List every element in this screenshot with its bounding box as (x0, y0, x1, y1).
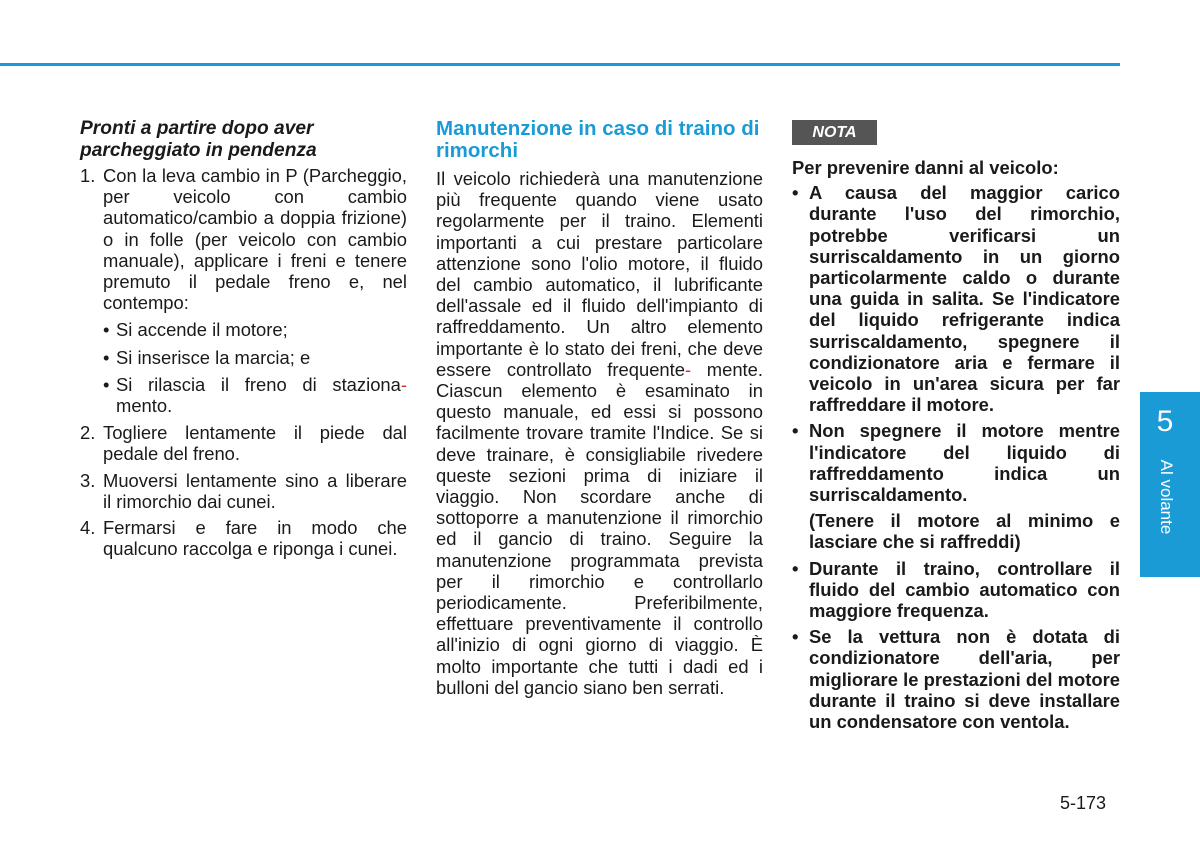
bullet-icon: • (103, 373, 110, 395)
column-right (792, 118, 1120, 737)
note-text: A causa del maggior carico durante l'uso del rimorchio, potrebbe verificarsi un surriscaldamento in un giorno particolarmente caldo o durante una guida in salita. Se l'indicatore del liquido refrigerante indica surriscaldamento, spegnere il condizionatore aria e fermare il veicolo in un'area sicura per far raffreddare il motore. (809, 182, 1120, 416)
section-heading-trailer-maintenance: Manutenzione in caso di traino di rimorchi (436, 117, 760, 162)
list-item (80, 470, 407, 512)
list-item (103, 347, 407, 368)
step-text: Fermarsi e fare in modo che qualcuno raccolga e riponga i cunei. (103, 517, 407, 560)
step-number: 2. (80, 422, 96, 444)
step-number: 3. (80, 469, 96, 491)
note-subtext: (Tenere il motore al minimo e lasciare che si raffreddi) (809, 510, 1120, 553)
chapter-tab (1140, 392, 1200, 577)
bullet-icon: • (103, 346, 110, 368)
page-number: 5-173 (1060, 793, 1107, 813)
list-item (792, 420, 1120, 552)
list-item (792, 558, 1120, 622)
list-item (80, 165, 407, 416)
chapter-title: Al volante (1157, 459, 1176, 535)
substeps-list (103, 319, 407, 416)
note-text: Non spegnere il motore mentre l'indicatore del liquido di raffreddamento indica un surriscaldamento. (809, 420, 1120, 506)
note-intro: Per prevenire danni al veicolo: (792, 157, 1059, 178)
bullet-icon: • (792, 626, 799, 648)
column-middle (436, 118, 763, 698)
bullet-icon: • (792, 420, 799, 442)
substep-text: Si inserisce la marcia; e (116, 346, 311, 368)
substep-text-continued: mento. (116, 395, 173, 417)
header-rule (0, 63, 1120, 66)
column-left (80, 118, 407, 564)
steps-list (80, 165, 407, 559)
body-paragraph (436, 168, 763, 698)
bullet-icon: • (792, 182, 799, 204)
hyphen-mark: - (685, 358, 692, 380)
list-item (103, 319, 407, 340)
step-text: Muoversi lentamente sino a liberare il rimorchio dai cunei. (103, 469, 407, 512)
step-number: 1. (80, 165, 96, 186)
list-item (80, 517, 407, 559)
list-item (792, 182, 1120, 415)
hyphen-mark: - (400, 373, 407, 395)
step-number: 4. (80, 517, 96, 539)
body-text-continued: mente. Ciascun elemento è esaminato in questo manuale, ed essi si possono facilmente trovare tramite l'Indice. Se si deve trainare, è consigliabile rivedere queste sezioni prima di iniziare il viaggio. Non scordare anche di sottoporre a manutenzione il rimorchio ed il gancio di traino. Seguire la manutenzione programmata prevista per il rimorchio e controllarlo periodicamente. Preferibilmente, effettuare preventivamente il controllo all'inizio di ogni giorno di viaggio. È molto importante che tutti i dadi ed i bulloni del gancio siano ben serrati. (436, 358, 763, 698)
chapter-number: 5 (1156, 405, 1174, 438)
substep-text: Si accende il motore; (116, 319, 288, 341)
step-text: Con la leva cambio in P (Parcheggio, per veicolo con cambio automatico/cambio a doppia frizione) o in folle (per veicolo con cambio manuale), applicare i freni e tenere premuto il pedale freno e, nel contempo: (103, 165, 407, 314)
bullet-icon: • (103, 319, 110, 341)
list-item (80, 422, 407, 464)
substep-text: Si rilascia il freno di staziona (116, 373, 401, 395)
list-item (792, 626, 1120, 732)
body-text: Il veicolo richiederà una manutenzione più frequente quando viene usato regolarmente per il traino. Elementi importanti a cui prestare particolare attenzione sono l'olio motore, il fluido del cambio automatico, il lubrificante dell'assale ed il fluido dell'impianto di raffreddamento. Un altro elemento importante è lo stato dei freni, che deve essere controllato frequente (436, 168, 763, 380)
note-text: Se la vettura non è dotata di condizionatore dell'aria, per migliorare le prestazioni del motore durante il traino si deve installare un condensatore con ventola. (809, 626, 1120, 733)
step-text: Togliere lentamente il piede dal pedale del freno. (103, 422, 407, 465)
bullet-icon: • (792, 557, 799, 579)
note-text: Durante il traino, controllare il fluido del cambio automatico con maggiore frequenza. (809, 557, 1120, 622)
note-badge: NOTA (792, 120, 877, 145)
section-heading-parking-slope: Pronti a partire dopo aver parcheggiato in pendenza (80, 118, 317, 161)
note-list (792, 182, 1120, 732)
list-item (103, 374, 407, 416)
